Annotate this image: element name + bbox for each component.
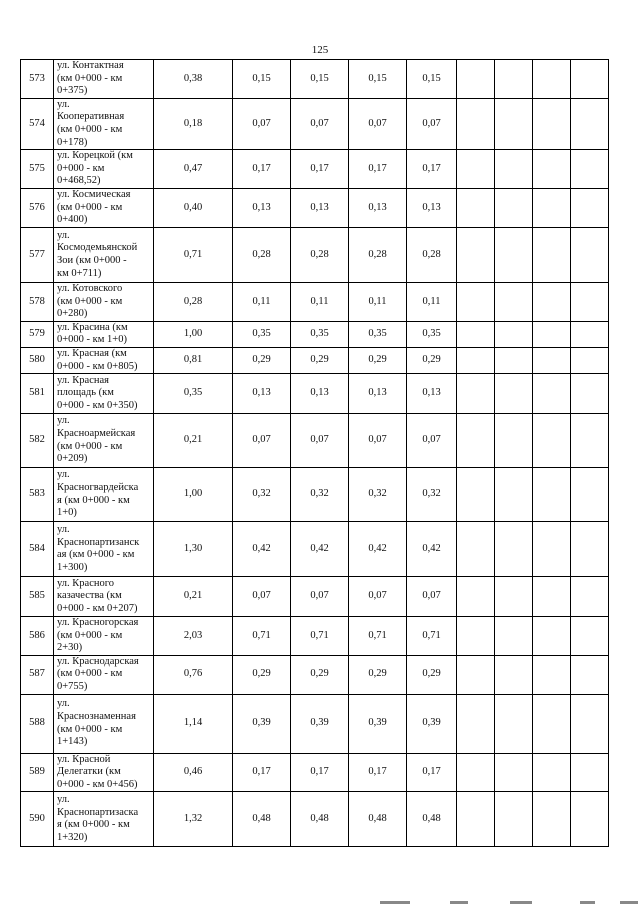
empty-cell <box>457 655 495 694</box>
empty-cell <box>533 414 571 468</box>
street-name-line: ая (км 0+000 - км <box>57 549 135 561</box>
value-cell: 1,14 <box>154 694 233 753</box>
empty-cell <box>571 374 609 414</box>
street-name-line: (км 0+000 - км <box>57 668 123 680</box>
value-cell: 0,42 <box>407 522 457 577</box>
empty-cell <box>495 655 533 694</box>
row-number: 583 <box>21 468 54 522</box>
value-cell: 0,48 <box>407 792 457 847</box>
empty-cell <box>495 617 533 656</box>
table-row <box>21 617 609 656</box>
street-name-line: казачества (км <box>57 590 122 602</box>
row-number: 577 <box>21 227 54 282</box>
value-cell: 0,71 <box>291 617 349 656</box>
street-name-line: Красногвардейска <box>57 482 139 493</box>
empty-cell <box>533 694 571 753</box>
street-name-line: Краснознаменная <box>57 711 136 723</box>
value-cell: 0,81 <box>154 347 233 373</box>
empty-cell <box>457 227 495 282</box>
street-name-line: Кооперативная <box>57 111 125 123</box>
empty-cell <box>533 374 571 414</box>
value-cell: 0,39 <box>349 694 407 753</box>
value-cell: 0,71 <box>407 617 457 656</box>
row-number: 584 <box>21 522 54 577</box>
street-name <box>54 522 154 577</box>
row-number: 582 <box>21 414 54 468</box>
value-cell: 0,28 <box>349 227 407 282</box>
row-number: 575 <box>21 150 54 189</box>
empty-cell <box>571 150 609 189</box>
empty-cell <box>495 753 533 792</box>
empty-cell <box>571 321 609 347</box>
empty-cell <box>457 792 495 847</box>
value-cell: 0,29 <box>407 655 457 694</box>
value-cell: 0,71 <box>154 227 233 282</box>
value-cell: 0,07 <box>233 414 291 468</box>
value-cell: 0,48 <box>291 792 349 847</box>
street-name-line: я (км 0+000 - км <box>57 819 130 831</box>
empty-cell <box>495 468 533 522</box>
street-name-line: 0+000 - км <box>57 162 105 174</box>
row-number: 590 <box>21 792 54 847</box>
street-name-line: (км 0+000 - км <box>57 295 123 307</box>
street-name-line: Зои (км 0+000 - <box>57 254 127 266</box>
value-cell: 0,11 <box>407 282 457 321</box>
value-cell: 0,46 <box>154 753 233 792</box>
value-cell: 0,40 <box>154 189 233 228</box>
empty-cell <box>457 98 495 149</box>
empty-cell <box>457 468 495 522</box>
street-name-line: ул. Космическая <box>57 189 131 201</box>
empty-cell <box>571 468 609 522</box>
empty-cell <box>571 522 609 577</box>
value-cell: 0,07 <box>407 414 457 468</box>
street-name-line: ул. Красина (км <box>57 321 128 333</box>
empty-cell <box>495 347 533 373</box>
empty-cell <box>533 98 571 149</box>
value-cell: 1,00 <box>154 468 233 522</box>
street-name <box>54 227 154 282</box>
street-name <box>54 792 154 847</box>
street-name-line: 0+209) <box>57 453 88 465</box>
empty-cell <box>571 347 609 373</box>
value-cell: 0,15 <box>291 60 349 99</box>
street-name-line: 2+30) <box>57 642 83 654</box>
street-name-line: 0+000 - км 0+350) <box>57 399 138 411</box>
value-cell: 0,17 <box>291 150 349 189</box>
value-cell: 0,17 <box>407 753 457 792</box>
empty-cell <box>457 150 495 189</box>
street-name-line: 1+143) <box>57 736 88 748</box>
street-name <box>54 655 154 694</box>
street-name-line: 1+320) <box>57 832 88 844</box>
row-number: 578 <box>21 282 54 321</box>
street-name-line: ул. Красной <box>57 753 111 765</box>
empty-cell <box>495 792 533 847</box>
empty-cell <box>495 227 533 282</box>
empty-cell <box>533 792 571 847</box>
value-cell: 0,71 <box>349 617 407 656</box>
value-cell: 0,29 <box>407 347 457 373</box>
empty-cell <box>533 655 571 694</box>
street-name-line: площадь (км <box>57 387 114 399</box>
value-cell: 0,13 <box>233 374 291 414</box>
street-name-line: 0+000 - км 0+456) <box>57 778 138 790</box>
empty-cell <box>457 617 495 656</box>
table-row <box>21 227 609 282</box>
street-name <box>54 189 154 228</box>
empty-cell <box>457 694 495 753</box>
row-number: 576 <box>21 189 54 228</box>
value-cell: 0,39 <box>291 694 349 753</box>
street-name-line: (км 0+000 - км <box>57 629 123 641</box>
value-cell: 0,29 <box>233 347 291 373</box>
empty-cell <box>571 60 609 99</box>
empty-cell <box>533 60 571 99</box>
empty-cell <box>571 189 609 228</box>
table-row <box>21 60 609 99</box>
street-name <box>54 347 154 373</box>
empty-cell <box>457 414 495 468</box>
street-name-line: (км 0+000 - км <box>57 201 123 213</box>
value-cell: 0,21 <box>154 414 233 468</box>
value-cell: 0,13 <box>407 189 457 228</box>
value-cell: 0,28 <box>233 227 291 282</box>
empty-cell <box>571 694 609 753</box>
value-cell: 0,11 <box>291 282 349 321</box>
empty-cell <box>533 522 571 577</box>
value-cell: 0,07 <box>233 577 291 617</box>
value-cell: 0,32 <box>291 468 349 522</box>
value-cell: 0,35 <box>407 321 457 347</box>
empty-cell <box>533 753 571 792</box>
value-cell: 1,30 <box>154 522 233 577</box>
empty-cell <box>571 792 609 847</box>
value-cell: 0,29 <box>291 655 349 694</box>
empty-cell <box>571 577 609 617</box>
street-name-line: ул. Краснодарская <box>57 655 139 667</box>
street-name-line: 0+000 - км 1+0) <box>57 334 127 346</box>
empty-cell <box>457 60 495 99</box>
empty-cell <box>495 282 533 321</box>
roads-table <box>20 59 609 847</box>
value-cell: 0,48 <box>349 792 407 847</box>
street-name <box>54 282 154 321</box>
row-number: 586 <box>21 617 54 656</box>
street-name-line: ул. Контактная <box>57 60 124 71</box>
row-number: 573 <box>21 60 54 99</box>
street-name-line: Делегатки (км <box>57 766 121 778</box>
value-cell: 0,11 <box>349 282 407 321</box>
empty-cell <box>533 189 571 228</box>
street-name-line: 0+468,52) <box>57 175 101 187</box>
street-name <box>54 414 154 468</box>
empty-cell <box>495 321 533 347</box>
value-cell: 0,39 <box>407 694 457 753</box>
value-cell: 0,38 <box>154 60 233 99</box>
table-row <box>21 522 609 577</box>
value-cell: 0,35 <box>233 321 291 347</box>
value-cell: 0,07 <box>349 414 407 468</box>
street-name-line: (км 0+000 - км <box>57 440 123 452</box>
street-name <box>54 150 154 189</box>
value-cell: 0,32 <box>407 468 457 522</box>
street-name-line: 1+0) <box>57 507 77 519</box>
empty-cell <box>495 150 533 189</box>
table-row <box>21 694 609 753</box>
empty-cell <box>533 468 571 522</box>
value-cell: 0,17 <box>349 150 407 189</box>
street-name-line: ул. <box>57 415 70 427</box>
street-name-line: ул. <box>57 98 70 110</box>
street-name-line: ул. Котовского <box>57 282 123 294</box>
empty-cell <box>533 617 571 656</box>
table-row <box>21 321 609 347</box>
value-cell: 0,32 <box>233 468 291 522</box>
empty-cell <box>457 522 495 577</box>
street-name <box>54 617 154 656</box>
street-name <box>54 60 154 99</box>
street-name-line: ул. <box>57 229 70 241</box>
street-name-line: ул. Красная (км <box>57 347 127 359</box>
street-name-line: (км 0+000 - км <box>57 123 123 135</box>
value-cell: 0,17 <box>291 753 349 792</box>
value-cell: 0,07 <box>291 577 349 617</box>
street-name-line: ул. Корецкой (км <box>57 150 133 162</box>
value-cell: 0,18 <box>154 98 233 149</box>
value-cell: 0,42 <box>349 522 407 577</box>
value-cell: 0,42 <box>291 522 349 577</box>
value-cell: 0,28 <box>407 227 457 282</box>
value-cell: 0,35 <box>291 321 349 347</box>
street-name-line: км 0+711) <box>57 267 102 279</box>
table-row <box>21 414 609 468</box>
street-name-line: Космодемьянской <box>57 242 138 254</box>
empty-cell <box>571 227 609 282</box>
value-cell: 0,32 <box>349 468 407 522</box>
street-name-line: 1+300) <box>57 561 88 573</box>
empty-cell <box>495 522 533 577</box>
table-row <box>21 655 609 694</box>
row-number: 585 <box>21 577 54 617</box>
value-cell: 0,15 <box>407 60 457 99</box>
street-name-line: 0+178) <box>57 136 88 148</box>
empty-cell <box>533 577 571 617</box>
value-cell: 0,07 <box>349 98 407 149</box>
value-cell: 0,47 <box>154 150 233 189</box>
value-cell: 0,07 <box>407 98 457 149</box>
row-number: 579 <box>21 321 54 347</box>
empty-cell <box>457 374 495 414</box>
value-cell: 0,29 <box>349 347 407 373</box>
value-cell: 0,48 <box>233 792 291 847</box>
empty-cell <box>533 347 571 373</box>
street-name <box>54 694 154 753</box>
empty-cell <box>457 577 495 617</box>
value-cell: 0,17 <box>407 150 457 189</box>
value-cell: 0,07 <box>291 414 349 468</box>
empty-cell <box>457 189 495 228</box>
value-cell: 0,17 <box>233 150 291 189</box>
street-name-line: (км 0+000 - км <box>57 723 123 735</box>
street-name-line: 0+000 - км 0+207) <box>57 602 138 614</box>
value-cell: 0,07 <box>233 98 291 149</box>
table-row <box>21 347 609 373</box>
value-cell: 0,13 <box>291 374 349 414</box>
value-cell: 0,42 <box>233 522 291 577</box>
empty-cell <box>495 694 533 753</box>
row-number: 588 <box>21 694 54 753</box>
empty-cell <box>571 98 609 149</box>
value-cell: 1,32 <box>154 792 233 847</box>
empty-cell <box>571 617 609 656</box>
empty-cell <box>495 374 533 414</box>
value-cell: 0,35 <box>349 321 407 347</box>
empty-cell <box>457 321 495 347</box>
table-row <box>21 189 609 228</box>
street-name-line: ул. <box>57 523 70 535</box>
value-cell: 0,29 <box>349 655 407 694</box>
value-cell: 0,11 <box>233 282 291 321</box>
value-cell: 0,07 <box>291 98 349 149</box>
street-name-line: (км 0+000 - км <box>57 72 123 84</box>
page-number: 125 <box>311 44 329 56</box>
value-cell: 0,13 <box>233 189 291 228</box>
value-cell: 0,29 <box>291 347 349 373</box>
table-row <box>21 150 609 189</box>
street-name-line: я (км 0+000 - км <box>57 494 130 506</box>
street-name-line: ул. <box>57 794 70 806</box>
value-cell: 0,17 <box>349 753 407 792</box>
table-row <box>21 468 609 522</box>
value-cell: 0,21 <box>154 577 233 617</box>
empty-cell <box>571 282 609 321</box>
row-number: 574 <box>21 98 54 149</box>
street-name-line: ул. Красного <box>57 577 115 589</box>
value-cell: 0,13 <box>349 189 407 228</box>
value-cell: 0,39 <box>233 694 291 753</box>
value-cell: 0,13 <box>407 374 457 414</box>
scan-artifacts <box>380 899 640 905</box>
value-cell: 0,71 <box>233 617 291 656</box>
value-cell: 0,13 <box>291 189 349 228</box>
street-name-line: ул. <box>57 469 70 481</box>
street-name-line: Краснопартизаска <box>57 806 139 818</box>
value-cell: 0,13 <box>349 374 407 414</box>
value-cell: 0,28 <box>154 282 233 321</box>
empty-cell <box>533 321 571 347</box>
value-cell: 0,29 <box>233 655 291 694</box>
street-name <box>54 321 154 347</box>
street-name-line: 0+000 - км 0+805) <box>57 360 138 372</box>
empty-cell <box>533 282 571 321</box>
street-name <box>54 98 154 149</box>
value-cell: 1,00 <box>154 321 233 347</box>
table-row <box>21 792 609 847</box>
value-cell: 0,07 <box>349 577 407 617</box>
street-name-line: ул. Красная <box>57 374 109 386</box>
value-cell: 2,03 <box>154 617 233 656</box>
street-name-line: 0+280) <box>57 308 88 320</box>
row-number: 581 <box>21 374 54 414</box>
table-row <box>21 98 609 149</box>
street-name <box>54 753 154 792</box>
street-name-line: Красноармейская <box>57 428 136 439</box>
value-cell: 0,35 <box>154 374 233 414</box>
street-name-line: 0+375) <box>57 85 88 97</box>
street-name <box>54 468 154 522</box>
table-row <box>21 577 609 617</box>
street-name <box>54 374 154 414</box>
street-name <box>54 577 154 617</box>
empty-cell <box>495 98 533 149</box>
empty-cell <box>571 414 609 468</box>
street-name-line: 0+400) <box>57 214 88 226</box>
street-name-line: 0+755) <box>57 681 88 693</box>
empty-cell <box>495 189 533 228</box>
empty-cell <box>457 282 495 321</box>
table-row <box>21 753 609 792</box>
value-cell: 0,28 <box>291 227 349 282</box>
empty-cell <box>571 655 609 694</box>
empty-cell <box>457 753 495 792</box>
street-name-line: Краснопартизанск <box>57 536 140 548</box>
street-name-line: ул. Красногорская <box>57 617 139 629</box>
value-cell: 0,76 <box>154 655 233 694</box>
empty-cell <box>533 227 571 282</box>
row-number: 580 <box>21 347 54 373</box>
value-cell: 0,15 <box>349 60 407 99</box>
empty-cell <box>495 414 533 468</box>
row-number: 587 <box>21 655 54 694</box>
empty-cell <box>571 753 609 792</box>
value-cell: 0,07 <box>407 577 457 617</box>
empty-cell <box>495 577 533 617</box>
row-number: 589 <box>21 753 54 792</box>
value-cell: 0,17 <box>233 753 291 792</box>
table-row <box>21 282 609 321</box>
value-cell: 0,15 <box>233 60 291 99</box>
empty-cell <box>457 347 495 373</box>
street-name-line: ул. <box>57 698 70 710</box>
empty-cell <box>533 150 571 189</box>
empty-cell <box>495 60 533 99</box>
table-row <box>21 374 609 414</box>
